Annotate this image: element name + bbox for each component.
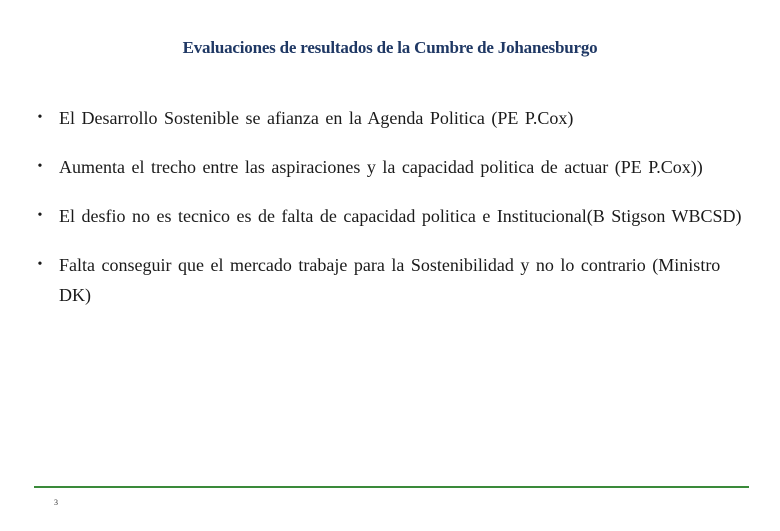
footer-divider (34, 486, 749, 488)
bullet-icon: • (37, 257, 43, 272)
bullet-item (32, 250, 752, 310)
bullet-item (32, 152, 752, 182)
bullet-icon: • (37, 159, 43, 174)
bullet-text: El Desarrollo Sostenible se afianza en la Agenda Politica (PE P.Cox) (59, 108, 574, 128)
bullet-item (32, 103, 752, 133)
bullet-list (32, 103, 752, 329)
bullet-item (32, 201, 752, 231)
slide-title: Evaluaciones de resultados de la Cumbre de Johanesburgo (182, 38, 598, 57)
bullet-icon: • (37, 110, 43, 125)
bullet-text: El desfio no es tecnico es de falta de capacidad politica e Institucional(B Stigson WBCSD) (59, 206, 742, 226)
page-number: 3 (54, 498, 58, 507)
bullet-icon: • (37, 208, 43, 223)
bullet-text: Falta conseguir que el mercado trabaje para la Sostenibilidad y no lo contrario (Ministro DK) (59, 255, 721, 305)
bullet-text: Aumenta el trecho entre las aspiraciones y la capacidad politica de actuar (PE P.Cox)) (59, 157, 703, 177)
